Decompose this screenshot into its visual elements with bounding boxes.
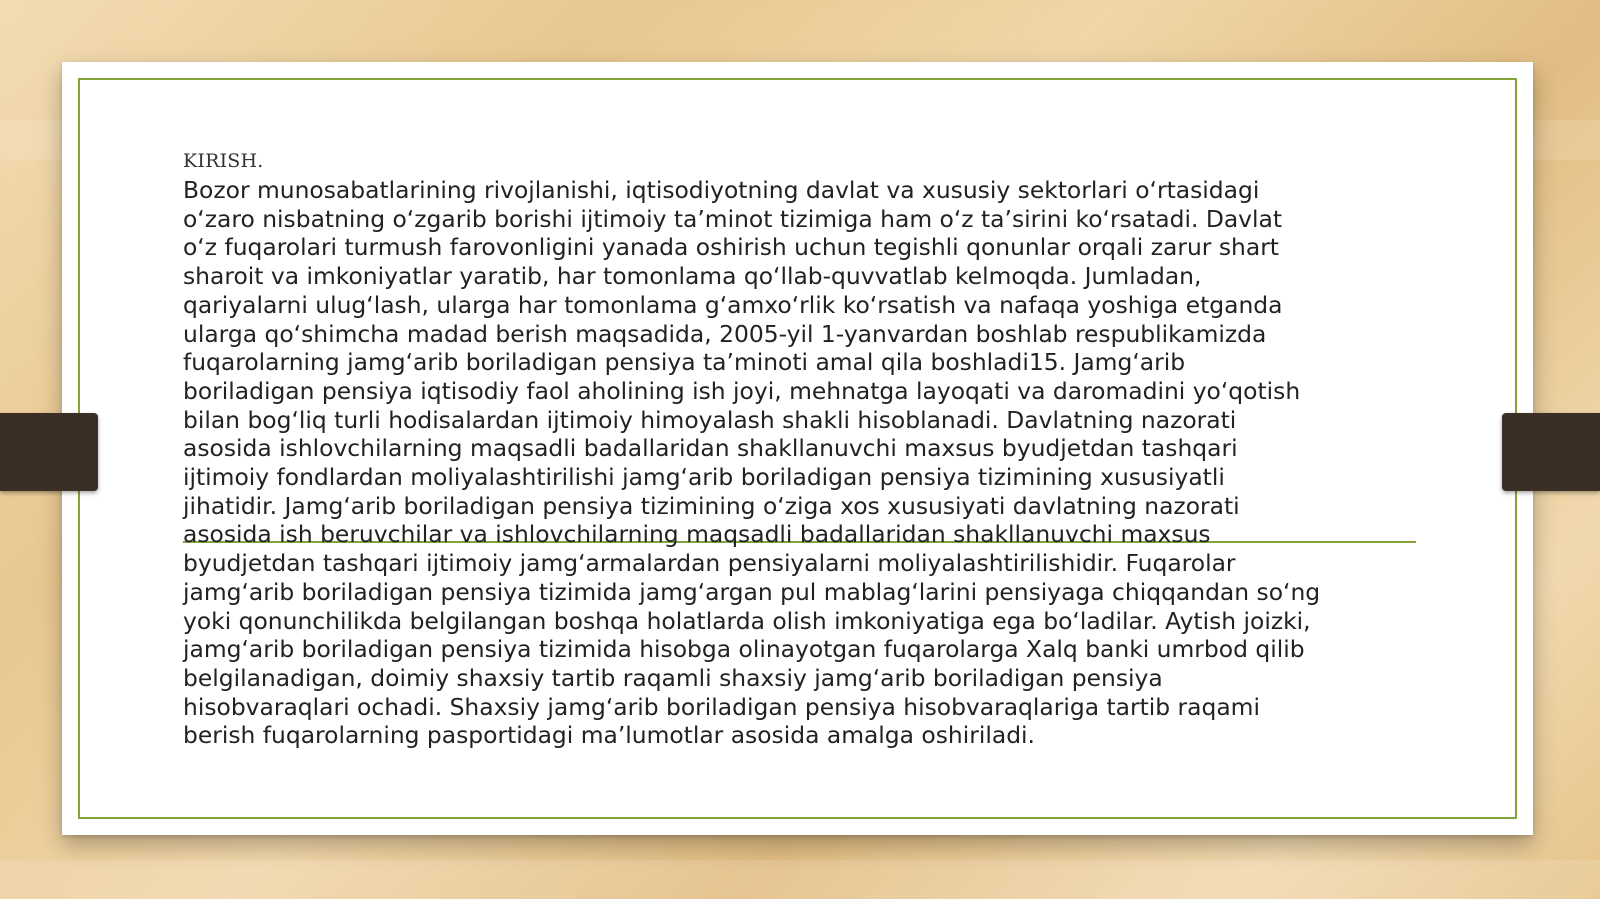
body-line: byudjetdan tashqari ijtimoiy jamg‘armalardan pensiyalarni moliyalashtirilishidir. Fuqarolar (183, 549, 1236, 578)
body-line: qariyalarni ulug‘lash, ularga har tomonlama g‘amxo‘rlik ko‘rsatish va nafaqa yoshiga etganda (183, 290, 1283, 319)
body-line: o‘z fuqarolari turmush farovonligini yanada oshirish uchun tegishli qonunlar orqali zarur shart (183, 233, 1279, 262)
background-wood-grain (0, 860, 1600, 899)
body-line: jihatidir. Jamg‘arib boriladigan pensiya tizimining o‘ziga xos xususiyati davlatning nazorati (183, 491, 1240, 520)
body-line: jamg‘arib boriladigan pensiya tizimida jamg‘argan pul mablag‘larini pensiyaga chiqqandan so‘ng (183, 577, 1321, 606)
slide-body-text (183, 176, 1423, 750)
body-line: ijtimoiy fondlardan moliyalashtirilishi jamg‘arib boriladigan pensiya tizimining xususiyatli (183, 463, 1225, 492)
body-line: sharoit va imkoniyatlar yaratib, har tomonlama qo‘llab-quvvatlab kelmoqda. Jumladan, (183, 262, 1202, 291)
body-line: hisobvaraqlari ochadi. Shaxsiy jamg‘arib boriladigan pensiya hisobvaraqlariga tartib raqami (183, 692, 1260, 721)
body-line: asosida ish beruvchilar va ishlovchilarning maqsadli badallaridan shakllanuvchi maxsus (183, 520, 1211, 549)
body-line: fuqarolarning jamg‘arib boriladigan pensiya ta’minoti amal qila boshladi15. Jamg‘arib (183, 348, 1186, 377)
slide-heading: KIRISH. (183, 150, 264, 172)
body-line: berish fuqarolarning pasportidagi ma’lumotlar asosida amalga oshiriladi. (183, 721, 1035, 750)
body-line: asosida ishlovchilarning maqsadli badallaridan shakllanuvchi maxsus byudjetdan tashqari (183, 434, 1238, 463)
body-line: bilan bog‘liq turli hodisalardan ijtimoiy himoyalash shakli hisoblanadi. Davlatning nazorati (183, 405, 1237, 434)
body-line: yoki qonunchilikda belgilangan boshqa holatlarda olish imkoniyatiga ega bo‘ladilar. Aytish joizki, (183, 606, 1311, 635)
right-binder-clip (1502, 413, 1600, 491)
body-line: boriladigan pensiya iqtisodiy faol aholining ish joyi, mehnatga layoqati va daromadini yo‘qotish (183, 376, 1301, 405)
body-line: ularga qo‘shimcha madad berish maqsadida, 2005-yil 1-yanvardan boshlab respublikamizda (183, 319, 1267, 348)
left-binder-clip (0, 413, 98, 491)
body-line: belgilanadigan, doimiy shaxsiy tartib raqamli shaxsiy jamg‘arib boriladigan pensiya (183, 663, 1163, 692)
body-line: Bozor munosabatlarining rivojlanishi, iqtisodiyotning davlat va xususiy sektorlari o‘rtasidagi (183, 176, 1260, 204)
body-line: o‘zaro nisbatning o‘zgarib borishi ijtimoiy ta’minot tizimiga ham o‘z ta’sirini ko‘rsatadi. Davlat (183, 204, 1283, 233)
body-line: jamg‘arib boriladigan pensiya tizimida hisobga olinayotgan fuqarolarga Xalq banki umrbod qilib (183, 635, 1305, 664)
